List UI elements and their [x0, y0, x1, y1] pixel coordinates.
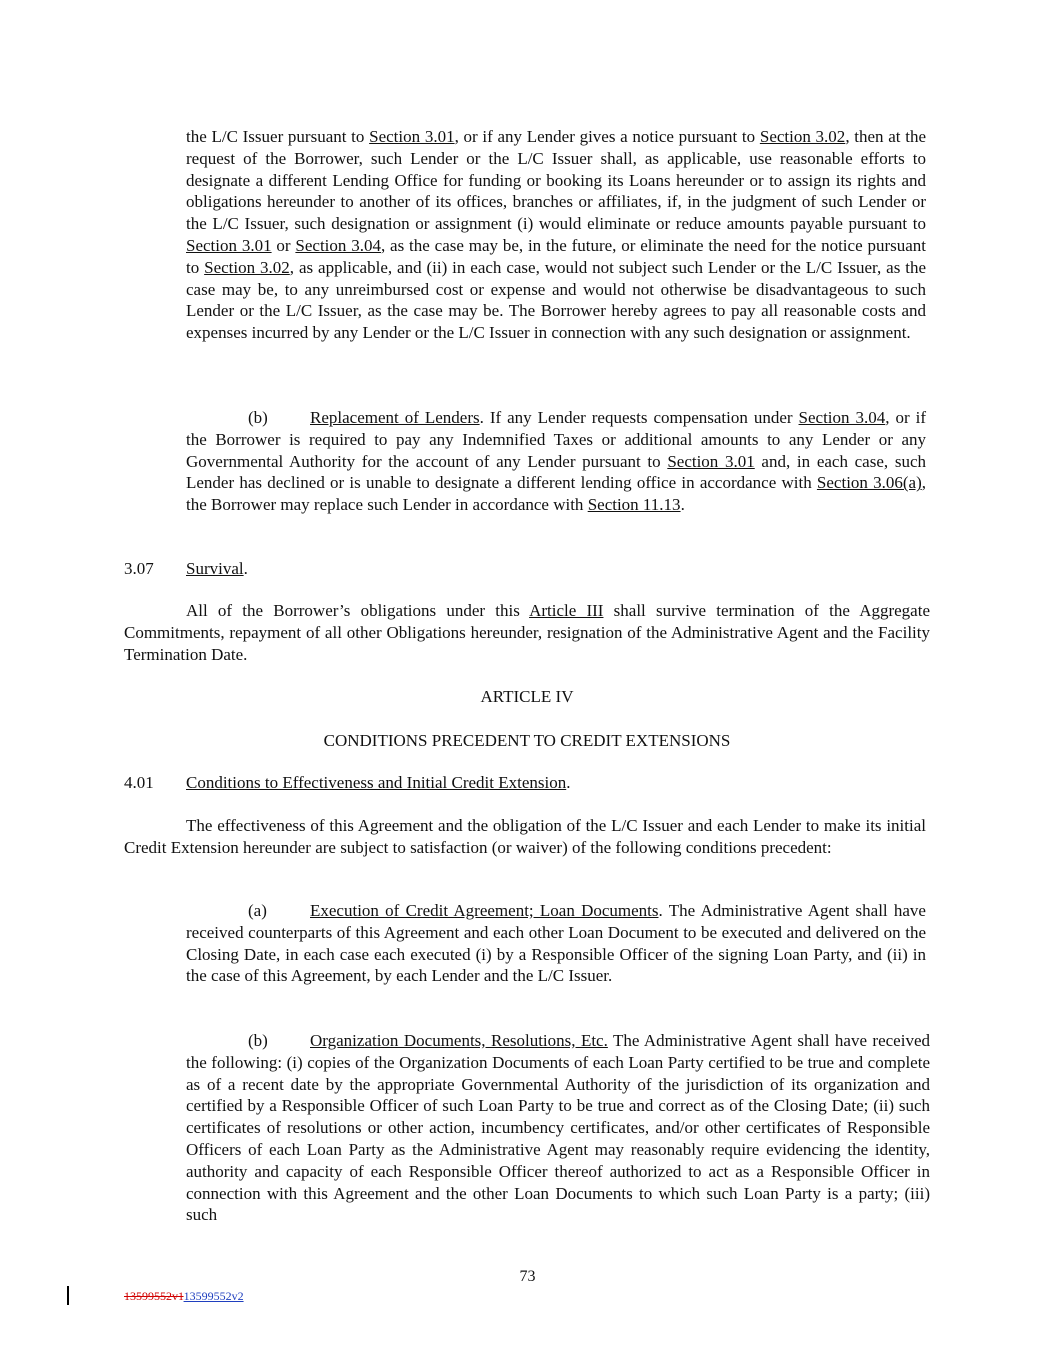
section-ref-11-13: Section 11.13 — [587, 495, 681, 515]
article-subtitle: CONDITIONS PRECEDENT TO CREDIT EXTENSIONS — [323, 731, 731, 750]
section-3-07-heading: 3.07 Survival. — [124, 559, 248, 578]
section-ref-3-06a: Section 3.06(a) — [816, 473, 922, 493]
clause-heading: Organization Documents, Resolutions, Etc. — [310, 1031, 608, 1050]
section-ref-3-02: Section 3.02 — [204, 257, 290, 277]
clause-label: (b) — [248, 1031, 268, 1050]
paragraph-3-06-a-continued: the L/C Issuer pursuant to Section 3.01, or if any Lender gives a notice pursuant to Section 3.02, then at the request of the Borrower, such Lender or the L/C Issuer shall, as applicable, use reasonable efforts to designate a different Lending Office for funding or booking its Loans hereunder or to assign its rights and obligations hereunder to another of its offices, branches or affiliates, if, in the judgment of such Lender or the L/C Issuer, such designation or assignment (i) would eliminate or reduce amounts payable pursuant to Section 3.01 or Section 3.04, as the case may be, in the future, or eliminate the need for the notice pursuant to Section 3.02, as applicable, and (ii) in each case, would not subject such Lender or the L/C Issuer, as the case may be, to any unreimbursed cost or expense and would not otherwise be disadvantageous to such Lender or the L/C Issuer, as the case may be. The Borrower hereby agrees to pay all reasonable costs and expenses incurred by any Lender or the L/C Issuer in connection with any such designation or assignment. — [186, 127, 926, 343]
article-title: ARTICLE IV — [480, 687, 574, 706]
paragraph-survival: All of the Borrower’s obligations under this Article III shall survive termination of the Aggregate Commitments, repayment of all other Obligations hereunder, resignation of the Administrative Agent and the Facility Termination Date. — [124, 601, 930, 664]
clause-heading: Execution of Credit Agreement; Loan Documents — [310, 901, 659, 920]
condition-b: (b) Organization Documents, Resolutions, Etc. The Administrative Agent shall have received the following: (i) copies of the Organization Documents of each Loan Party certified to be true and complete as of a recent date by the appropriate Governmental Authority of the jurisdiction of its organization and certified by a Responsible Officer of such Loan Party to be true and correct as of the Closing Date; (ii) such certificates of resolutions or other action, incumbency certificates, and/or other certificates of Responsible Officers of each Loan Party as the Administrative Agent may reasonably require evidencing the identity, authority and capacity of each Responsible Officer thereof authorized to act as a Responsible Officer in connection with this Agreement and the other Loan Documents to which such Loan Party is a party; (iii) such — [186, 1031, 930, 1225]
clause-heading: Replacement of Lenders — [310, 408, 480, 427]
section-number: 3.07 — [124, 559, 154, 578]
revision-bar — [67, 1286, 69, 1305]
deleted-doc-id: 13599552v1 — [124, 1289, 184, 1303]
section-ref-3-04: Section 3.04 — [798, 408, 886, 427]
section-ref-3-01: Section 3.01 — [186, 235, 272, 255]
clause-label: (b) — [248, 408, 268, 427]
section-ref-3-01: Section 3.01 — [369, 127, 455, 146]
section-ref-3-02: Section 3.02 — [759, 127, 846, 146]
section-title: Conditions to Effectiveness and Initial Credit Extension — [186, 773, 567, 792]
section-title: Survival — [186, 559, 244, 578]
section-ref-3-01: Section 3.01 — [667, 451, 755, 471]
document-id — [124, 1289, 244, 1304]
clause-label: (a) — [248, 901, 267, 920]
article-ref-iii: Article III — [529, 601, 604, 620]
paragraph-3-06-b: (b) Replacement of Lenders. If any Lender requests compensation under Section 3.04, or if the Borrower is required to pay any Indemnified Taxes or additional amounts to any Lender or any Governmental Authority for the account of any Lender pursuant to Section 3.01 and, in each case, such Lender has declined or is unable to designate a different lending office in accordance with Section 3.06(a), the Borrower may replace such Lender in accordance with Section 11.13. — [186, 408, 927, 515]
inserted-doc-id: 13599552v2 — [183, 1289, 244, 1303]
page-number: 73 — [519, 1268, 536, 1285]
section-ref-3-04: Section 3.04 — [295, 235, 381, 255]
section-4-01-heading: 4.01 Conditions to Effectiveness and Initial Credit Extension. — [124, 773, 571, 792]
section-number: 4.01 — [124, 773, 154, 792]
condition-a: (a) Execution of Credit Agreement; Loan Documents. The Administrative Agent shall have received counterparts of this Agreement and each other Loan Document to be executed and delivered on the Closing Date, in each case each executed (i) by a Responsible Officer of the signing Loan Party, and (ii) in the case of this Agreement, by each Lender and the L/C Issuer. — [186, 901, 926, 986]
paragraph-4-01-intro: The effectiveness of this Agreement and the obligation of the L/C Issuer and each Lender to make its initial Credit Extension hereunder are subject to satisfaction (or waiver) of the following conditions precedent: — [124, 816, 926, 857]
